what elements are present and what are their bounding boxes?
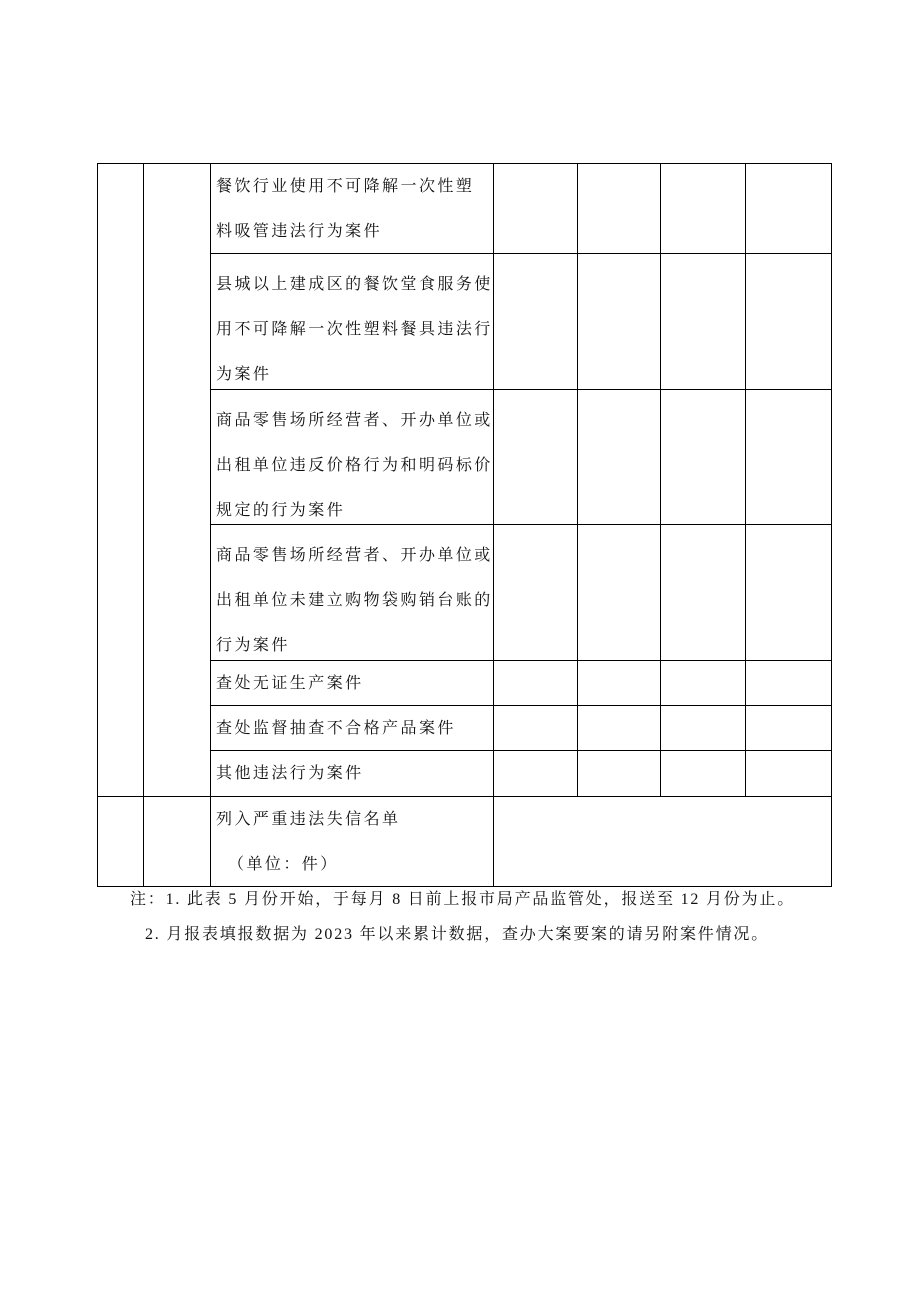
row-label-line: 商品零售场所经营者、开办单位或 <box>216 412 493 429</box>
value-cell <box>494 751 578 797</box>
row-label-line: 为案件 <box>216 366 272 383</box>
blacklist-value-cell <box>494 797 832 887</box>
value-cell <box>746 254 832 390</box>
group-category-cell <box>144 164 211 797</box>
blacklist-category-cell <box>144 797 211 887</box>
row-label-line: 其他违法行为案件 <box>216 765 364 782</box>
value-cell <box>578 164 661 254</box>
value-cell <box>578 751 661 797</box>
blacklist-unit: （单位：件） <box>228 856 339 873</box>
blacklist-index-cell <box>98 797 144 887</box>
row-label-line: 查处无证生产案件 <box>216 675 364 692</box>
footnote-2: 2. 月报表填报数据为 2023 年以来累计数据，查办大案要案的请另附案件情况。 <box>145 926 770 943</box>
value-cell <box>494 164 578 254</box>
row-label-line: 餐饮行业使用不可降解一次性塑 <box>216 178 475 195</box>
row-label-line: 商品零售场所经营者、开办单位或 <box>216 547 493 564</box>
row-label-price-violation-cases <box>211 390 494 525</box>
row-label-spot-check-failures <box>211 706 494 751</box>
value-cell <box>746 525 832 661</box>
row-label-line: 用不可降解一次性塑料餐具违法行 <box>216 321 493 338</box>
value-cell <box>746 706 832 751</box>
value-cell <box>494 706 578 751</box>
value-cell <box>578 661 661 706</box>
row-label-other-violations <box>211 751 494 797</box>
value-cell <box>746 751 832 797</box>
row-label-bag-ledger-cases <box>211 525 494 661</box>
row-label-line: 查处监督抽查不合格产品案件 <box>216 720 456 737</box>
value-cell <box>661 751 746 797</box>
row-label-line: 规定的行为案件 <box>216 502 346 519</box>
value-cell <box>661 661 746 706</box>
value-cell <box>661 254 746 390</box>
value-cell <box>494 525 578 661</box>
value-cell <box>661 525 746 661</box>
blacklist-label: 列入严重违法失信名单 <box>216 811 401 828</box>
value-cell <box>578 525 661 661</box>
value-cell <box>494 390 578 525</box>
value-cell <box>494 254 578 390</box>
row-label-unlicensed-production <box>211 661 494 706</box>
value-cell <box>661 164 746 254</box>
value-cell <box>746 390 832 525</box>
row-label-line: 县城以上建成区的餐饮堂食服务使 <box>216 276 493 293</box>
row-label-tableware-cases <box>211 254 494 390</box>
group-index-cell <box>98 164 144 797</box>
value-cell <box>494 661 578 706</box>
footnote-1: 注：1. 此表 5 月份开始，于每月 8 日前上报市局产品监管处，报送至 12 月份为止。 <box>130 891 796 908</box>
value-cell <box>746 164 832 254</box>
row-label-line: 行为案件 <box>216 637 290 654</box>
row-label-line: 出租单位未建立购物袋购销台账的 <box>216 592 493 609</box>
value-cell <box>578 254 661 390</box>
case-statistics-table <box>97 163 832 887</box>
value-cell <box>661 390 746 525</box>
row-label-line: 出租单位违反价格行为和明码标价 <box>216 457 493 474</box>
value-cell <box>578 706 661 751</box>
value-cell <box>578 390 661 525</box>
value-cell <box>661 706 746 751</box>
row-label-blacklist <box>211 797 494 887</box>
row-label-straw-cases <box>211 164 494 254</box>
row-label-line: 料吸管违法行为案件 <box>216 223 383 240</box>
value-cell <box>746 661 832 706</box>
